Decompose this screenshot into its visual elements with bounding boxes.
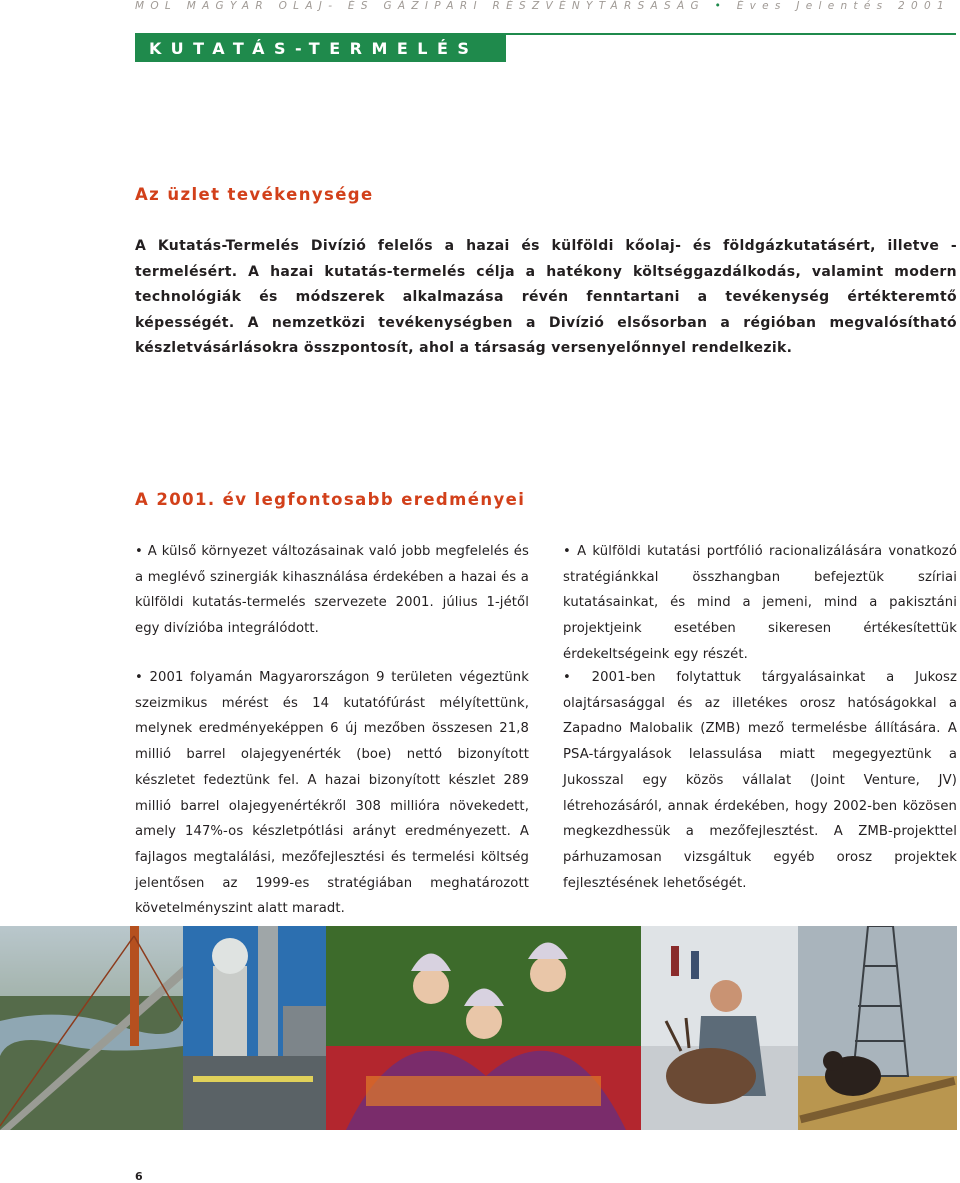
refinery-photo <box>183 926 326 1130</box>
company-name: MOL MAGYAR OLAJ- ÉS GÁZIPARI RÉSZVÉNYTÁRSASÁG <box>135 0 705 12</box>
reindeer-photo <box>641 926 798 1130</box>
bridge-photo <box>0 926 183 1130</box>
result-item-portfolio: • A külföldi kutatási portfólió racionalizálására vonatkozó stratégiánkkal összhangban befejeztük szíriai kutatásainkat, és mind a jemeni, mind a pakisztáni projektjeink esetében sikeresen értékesítettük érdekeltségeink egy részét. <box>563 544 957 662</box>
oil-rig-photo <box>798 926 957 1130</box>
business-intro: A Kutatás-Termelés Divízió felelős a hazai és külföldi kőolaj- és földgázkutatásért, illetve -termelésért. A hazai kutatás-termelés célja a hatékony költséggazdálkodás, valamint modern technológiák és módszerek alkalmazása révén fenntartani a tevékenység értékteremtő képességét. A nemzetközi tevékenységben a Divízió elsősorban a régióban megvalósítható készletvásárlásokra összpontosít, ahol a társaság versenyelőnnyel rendelkezik. <box>135 238 957 357</box>
photo-strip <box>0 926 957 1130</box>
section-banner <box>135 35 506 62</box>
result-item-integration: • A külső környezet változásainak való jobb megfelelés és a meglévő szinergiák kihasználása érdekében a hazai és a külföldi kutatás-termelés szervezete 2001. július 1-jétől egy divízióba integrálódott. <box>135 544 529 637</box>
business-heading: Az üzlet tevékenysége <box>135 185 374 204</box>
report-header <box>135 0 955 14</box>
folk-dancers-photo <box>326 926 641 1130</box>
page-number: 6 <box>135 1170 143 1183</box>
result-item-domestic: • 2001 folyamán Magyarországon 9 területen végeztünk szeizmikus mérést és 14 kutatófúrást mélyítettünk, melynek eredményeképpen 6 új mezőben összesen 21,8 millió barrel olajegyenérték (boe) nettó bizonyított készletet fedeztünk fel. A hazai bizonyított készlet 289 millió barrel olajegyenértékről 308 millióra növekedett, amely 147%-os készletpótlási arányt eredményezett. A fajlagos megtalálási, mezőfejlesztési és termelési költség jelentősen az 1999-es stratégiában meghatározott követelményszint alatt maradt. <box>135 670 529 917</box>
results-heading: A 2001. év legfontosabb eredményei <box>135 490 526 509</box>
report-title: Éves Jelentés 2001 <box>736 0 950 12</box>
section-title: KUTATÁS-TERMELÉS <box>149 39 479 58</box>
result-item-zmb: • 2001-ben folytattuk tárgyalásainkat a Jukosz olajtársasággal és az illetékes orosz hatóságokkal a Zapadno Malobalik (ZMB) mező termelésbe állítására. A PSA-tárgyalások lelassulása miatt megegyeztünk a Jukosszal egy közös vállalat (Joint Venture, JV) létrehozásáról, annak érdekében, hogy 2002-ben közösen megkezdhessük a mezőfejlesztést. A ZMB-projekttel párhuzamosan vizsgáltuk egyéb orosz projektek fejlesztésének lehetőségét. <box>563 670 957 891</box>
header-separator: • <box>714 0 728 12</box>
